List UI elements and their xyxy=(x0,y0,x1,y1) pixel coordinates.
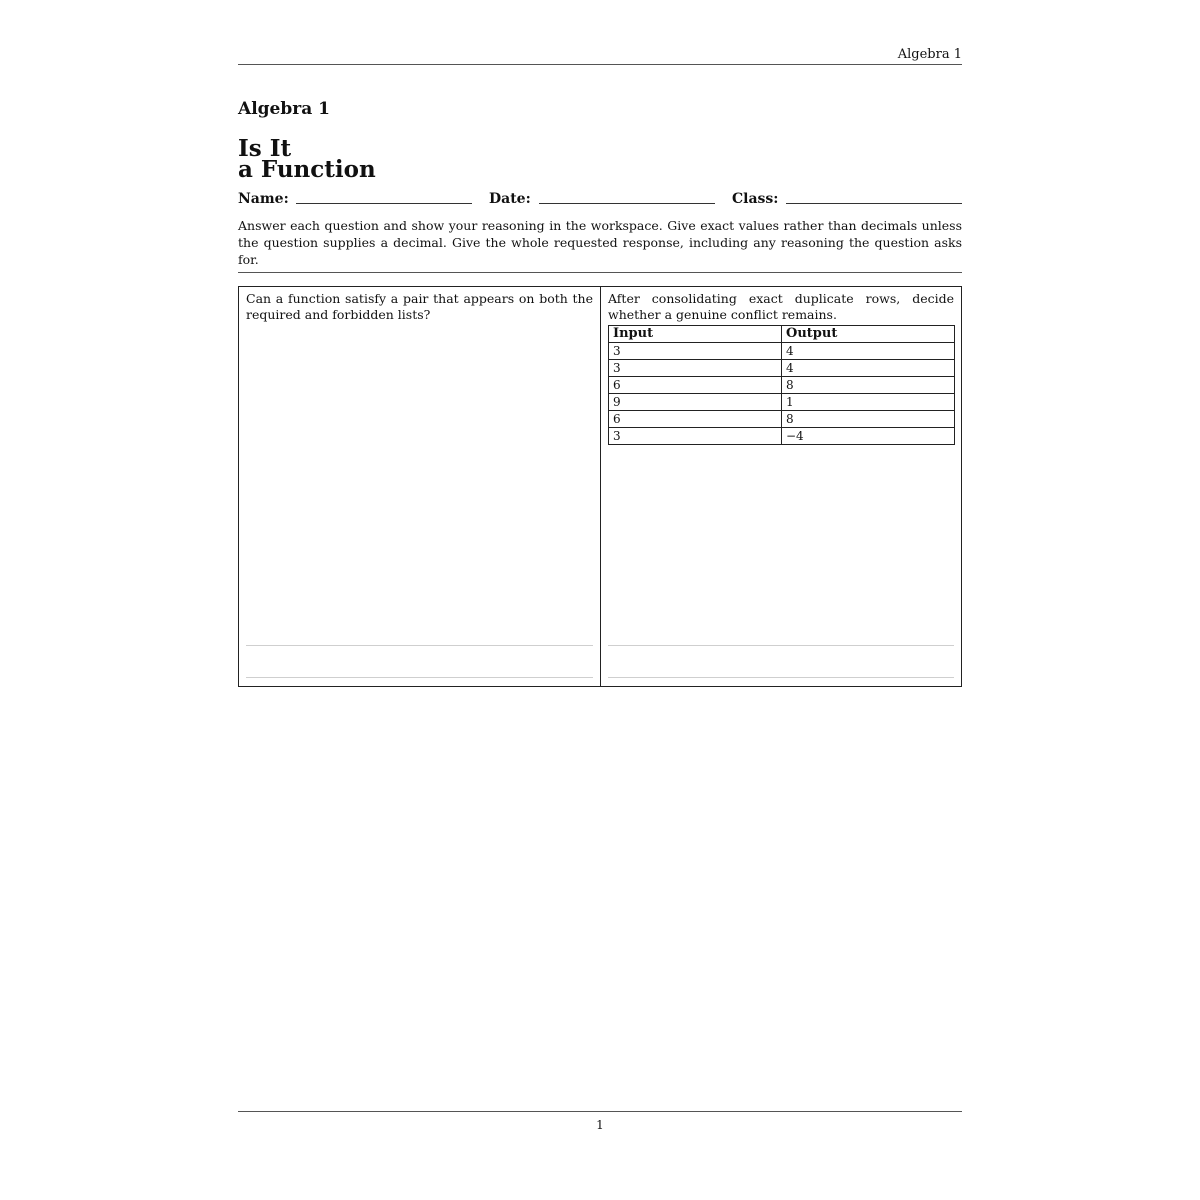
title-line-2: a Function xyxy=(238,156,376,183)
answer-line[interactable] xyxy=(608,645,954,646)
question-cell-1 xyxy=(239,287,601,686)
output-column-header: Output xyxy=(782,326,955,343)
output-cell: 4 xyxy=(782,343,955,360)
class-field[interactable] xyxy=(786,203,962,204)
input-output-table xyxy=(608,325,955,445)
course-name: Algebra 1 xyxy=(238,99,330,119)
answer-line[interactable] xyxy=(608,677,954,678)
page-number: 1 xyxy=(596,1118,604,1132)
date-field[interactable] xyxy=(539,203,715,204)
worksheet-title xyxy=(238,135,376,183)
table-row xyxy=(609,411,955,428)
table-header-row xyxy=(609,326,955,343)
title-line-1: Is It xyxy=(238,135,292,162)
input-column-header: Input xyxy=(609,326,782,343)
output-cell: 4 xyxy=(782,360,955,377)
worksheet-page xyxy=(238,0,962,1200)
output-cell: 8 xyxy=(782,377,955,394)
table-row xyxy=(609,360,955,377)
question-2-prompt: After consolidating exact duplicate rows, decide whether a genuine conflict remains. xyxy=(608,291,954,322)
answer-line[interactable] xyxy=(246,645,593,646)
date-label: Date: xyxy=(489,191,531,207)
input-cell: 3 xyxy=(609,428,782,445)
instructions: Answer each question and show your reasoning in the workspace. Give exact values rather than decimals unless the question supplies a decimal. Give the whole requested response, including any reasoning the question asks for. xyxy=(238,218,962,267)
name-field[interactable] xyxy=(296,203,472,204)
input-cell: 3 xyxy=(609,360,782,377)
input-cell: 9 xyxy=(609,394,782,411)
input-cell: 6 xyxy=(609,377,782,394)
question-grid xyxy=(238,286,962,687)
input-cell: 6 xyxy=(609,411,782,428)
question-cell-2 xyxy=(601,287,961,686)
answer-line[interactable] xyxy=(246,677,593,678)
output-cell: 8 xyxy=(782,411,955,428)
question-1-prompt: Can a function satisfy a pair that appears on both the required and forbidden lists? xyxy=(246,291,593,322)
table-row xyxy=(609,428,955,445)
input-cell: 3 xyxy=(609,343,782,360)
output-cell: −4 xyxy=(782,428,955,445)
section-rule xyxy=(238,272,962,273)
class-label: Class: xyxy=(732,191,779,207)
student-info-fields xyxy=(238,191,962,211)
name-label: Name: xyxy=(238,191,289,207)
running-header: Algebra 1 xyxy=(897,47,962,62)
header-rule xyxy=(238,64,962,65)
footer-rule xyxy=(238,1111,962,1112)
table-row xyxy=(609,394,955,411)
output-cell: 1 xyxy=(782,394,955,411)
table-row xyxy=(609,343,955,360)
table-row xyxy=(609,377,955,394)
